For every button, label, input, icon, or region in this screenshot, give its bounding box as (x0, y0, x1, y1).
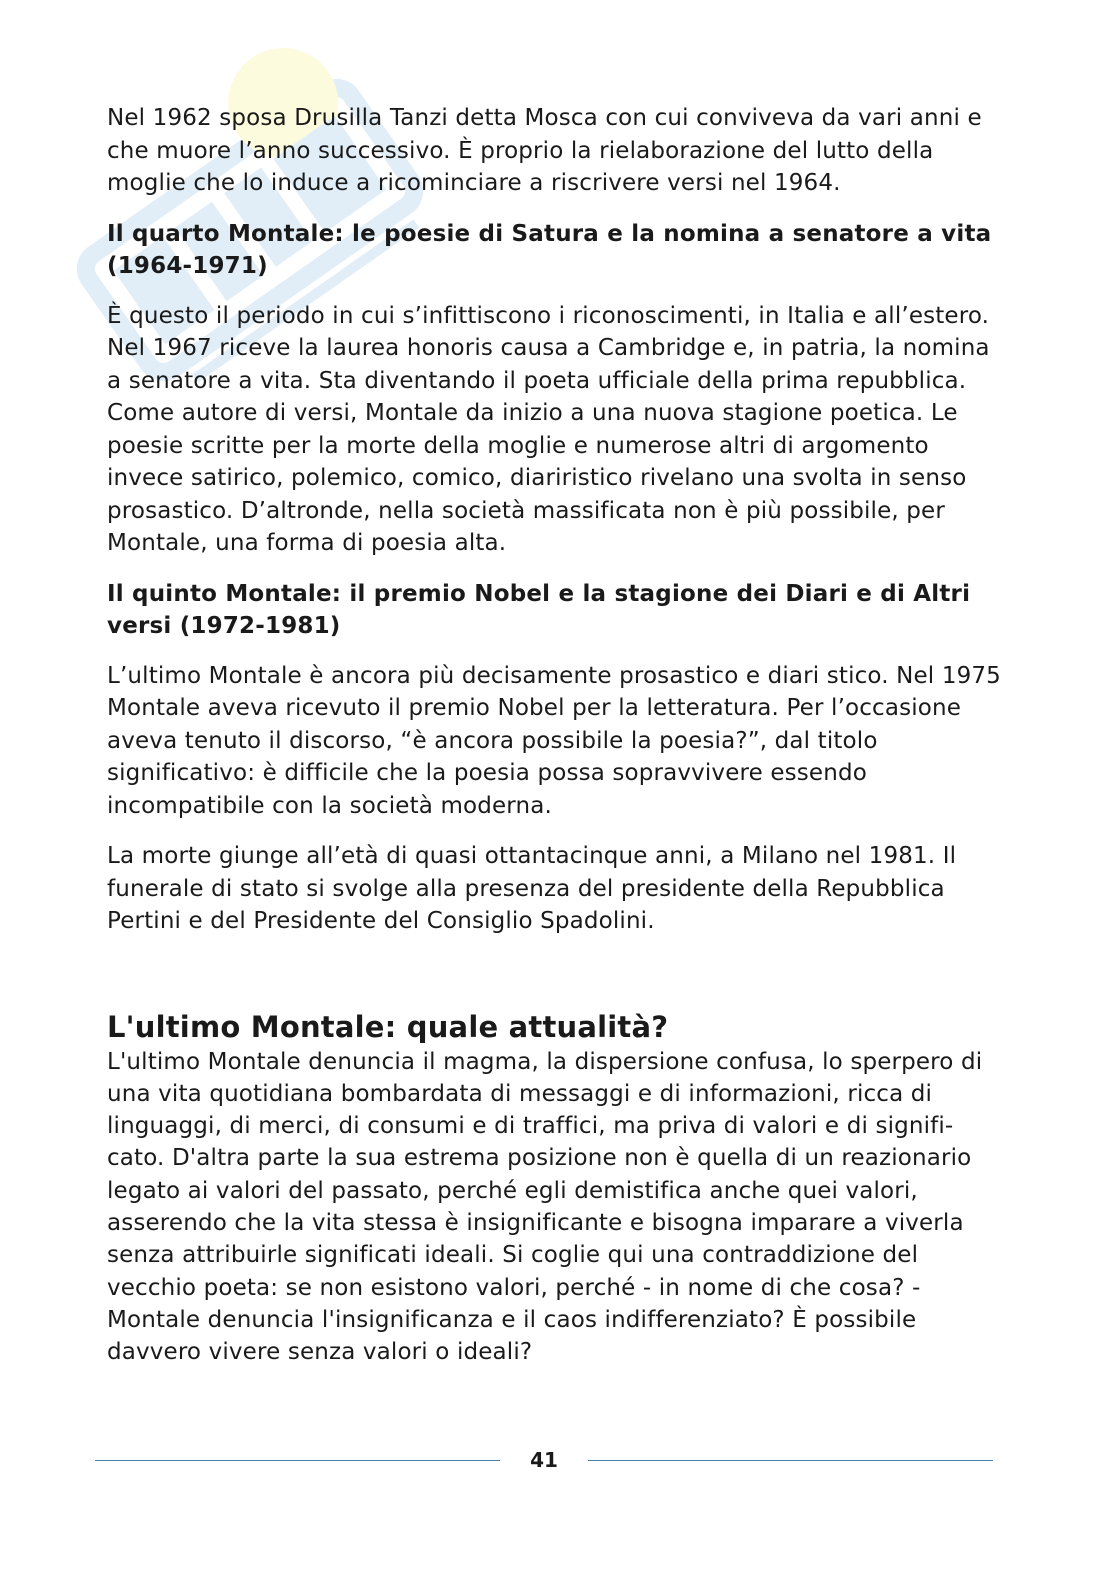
paragraph-intro: Nel 1962 sposa Drusilla Tanzi detta Mosca con cui conviveva da vari anni e che muore l’anno successivo. È proprio la rielaborazione del lutto della moglie che lo induce a ricominciare a riscrivere versi nel 1964. (107, 105, 982, 196)
paragraph-quarto-montale: È questo il periodo in cui s’infittiscono i riconoscimenti, in Italia e all’estero. Nel 1967 riceve la laurea honoris causa a Cambridge e, in patria, la nomina a senatore a vita. Sta diventando il poeta ufficiale della prima repubblica. Come autore di versi, Montale da inizio a una nuova stagione poetica. Le poesie scritte per la morte della moglie e numerose altri di argomento invece satirico, polemico, comico, diariristico rivelano una svolta in senso prosastico. D’altronde, nella società massificata non è più possibile, per Montale, una forma di poesia alta. (107, 302, 990, 556)
page-content (107, 102, 1007, 1368)
page-number: 41 (530, 1448, 558, 1472)
section-heading-quarto-montale: Il quarto Montale: le poesie di Satura e la nomina a senatore a vita (1964-1971) (107, 220, 992, 279)
paragraph-quinto-montale-1: L’ultimo Montale è ancora più decisamente prosastico e diari stico. Nel 1975 Montale aveva ricevuto il premio Nobel per la letteratura. Per l’occasione aveva tenuto il discorso, “è ancora possibile la poesia?”, dal titolo significativo: è difficile che la poesia possa sopravvivere essendo incompatibile con la società moderna. (107, 662, 1001, 819)
section-heading-quinto-montale: Il quinto Montale: il premio Nobel e la stagione dei Diari e di Altri versi (1972-1981) (107, 580, 971, 639)
paragraph-quinto-montale-2: La morte giunge all’età di quasi ottantacinque anni, a Milano nel 1981. Il funerale di stato si svolge alla presenza del presidente della Repubblica Pertini e del Presidente del Consiglio Spadolini. (107, 843, 957, 934)
footer-rule-left (95, 1460, 500, 1461)
footer-rule-right (588, 1460, 993, 1461)
section-title-ultimo-montale: L'ultimo Montale: quale attualità? (107, 1009, 669, 1044)
paragraph-ultimo-montale: L'ultimo Montale denuncia il magma, la dispersione confusa, lo sperpero di una vita quotidiana bombardata di messaggi e di informazioni, ricca di linguaggi, di merci, di consumi e di traffici, ma priva di valori e di signifi-cato. D'altra parte la sua estrema posizione non è quella di un reazionario legato ai valori del passato, perché egli demistifica anche quei valori, asserendo che la vita stessa è insignificante e bisogna imparare a viverla senza attribuirle significati ideali. Si coglie qui una contraddizione del vecchio poeta: se non esistono valori, perché - in nome di che cosa? - Montale denuncia l'insignificanza e il caos indifferenziato? È possibile davvero vivere senza valori o ideali? (107, 1048, 983, 1366)
page-footer (95, 1445, 993, 1475)
